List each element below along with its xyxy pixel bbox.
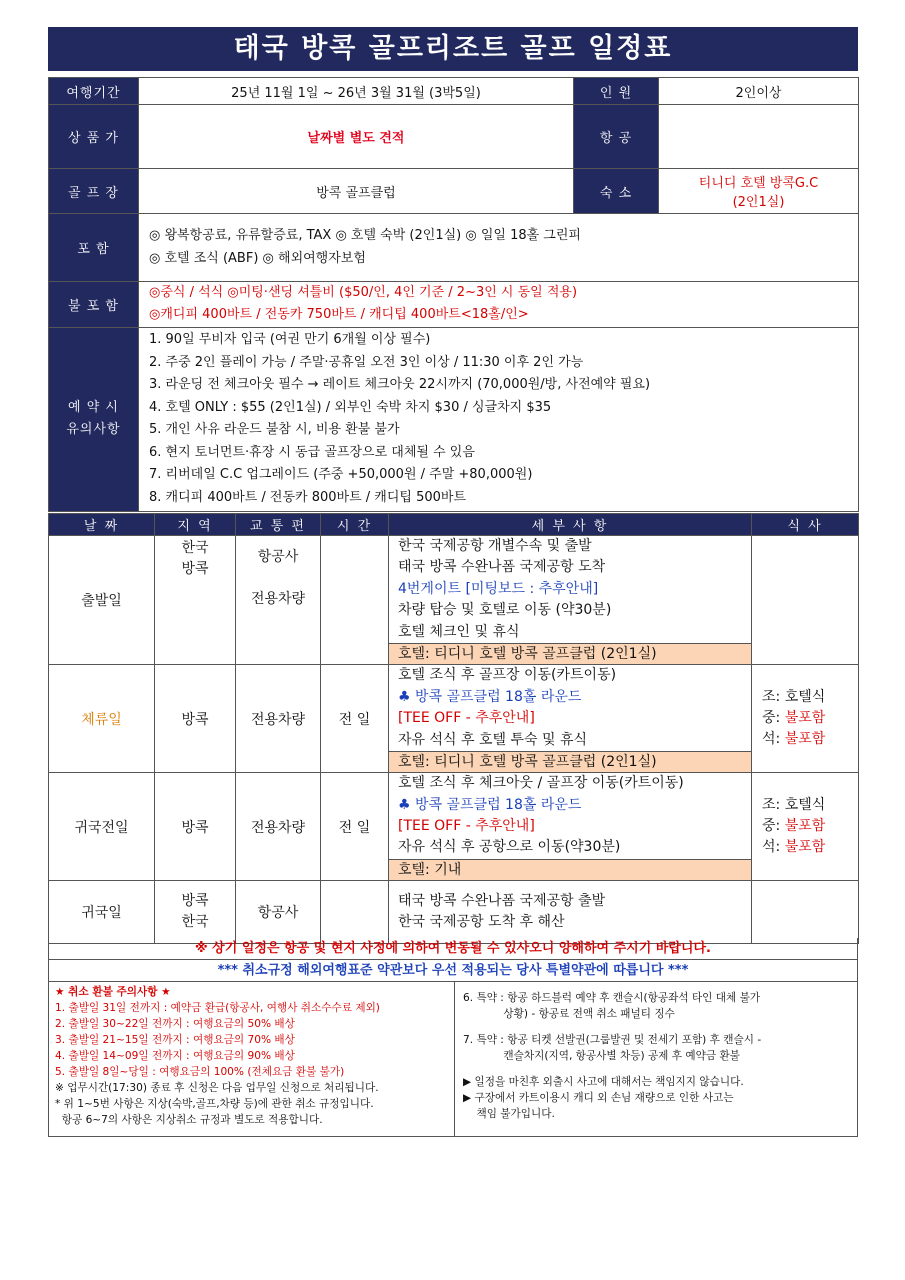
meal-breakfast [762,687,858,708]
day4-meal [752,881,859,944]
header-meal: 식 사 [752,514,859,536]
hotel-value [659,169,859,214]
notes-label [49,327,139,511]
golf-course-label: 골 프 장 [49,169,139,214]
hotel-line: 호텔: 기내 [389,859,751,880]
header-detail: 세 부 사 항 [389,514,752,536]
day1-region [155,536,236,665]
day4-date: 귀국일 [49,881,155,944]
header-date: 날 짜 [49,514,155,536]
header-time: 시 간 [321,514,389,536]
cancellation-refund-column [49,982,455,1136]
special-term-line: 캔슬차지(지역, 항공사별 차등) 공제 후 예약금 환불 [463,1050,740,1062]
notes-list [139,327,859,511]
include-line: ◎ 왕복항공료, 유류할증료, TAX ◎ 호텔 숙박 (2인1실) ◎ 일일 18홀 그린피 [149,228,581,244]
detail-line: 호텔 조식 후 골프장 이동(카트이동) [398,667,617,684]
cancellation-item: 5. 출발일 8일~당일 : 여행요금의 100% (전체요금 환불 불가) [55,1066,345,1078]
cancellation-note: * 위 1~5번 사항은 지상(숙박,골프,차량 등)에 관한 취소 규정입니다. [55,1098,374,1110]
meal-breakfast-label: 조: [762,689,781,706]
day4-region-to: 한국 [181,914,209,931]
note-item: 1. 90일 무비자 입국 (여권 만기 6개월 이상 필수) [149,332,431,348]
detail-line: 호텔 체크인 및 휴식 [398,623,520,640]
meal-dinner-label: 석: [762,731,781,748]
itinerary-row-day1 [49,536,859,665]
detail-line: [TEE OFF - 추후안내] [398,710,535,727]
people-label: 인 원 [574,78,659,105]
airline-label: 항 공 [574,105,659,169]
exclude-list [139,282,859,328]
hotel-label: 숙 소 [574,169,659,214]
detail-line: 자유 석식 후 공항으로 이동(약30분) [398,839,621,856]
day2-details [389,665,752,773]
special-term-line: 책임 불가입니다. [463,1108,555,1120]
exclude-line: ◎중식 / 석식 ◎미팅·샌딩 셔틀비 ($50/인, 4인 기준 / 2~3인 시 동일 적용) [149,285,578,300]
airline-value [659,105,859,169]
day3-region: 방콕 [155,773,236,881]
special-term-line: 6. 특약 : 항공 하드블럭 예약 후 캔슬시(항공좌석 타인 대체 불가 [463,992,761,1004]
detail-line: 태국 방콕 수완나폼 국제공항 출발 [398,892,606,909]
day1-transport-air: 항공사 [257,549,299,565]
detail-line: 차량 탑승 및 호텔로 이동 (약30분) [398,602,612,619]
cancellation-terms [48,982,858,1137]
special-terms-column [455,982,857,1136]
detail-line: 한국 국제공항 개별수속 및 출발 [398,538,592,554]
day3-meal [752,773,859,881]
meal-breakfast-label: 조: [762,797,781,814]
meal-lunch [762,708,858,729]
detail-line: 호텔 조식 후 체크아웃 / 골프장 이동(카트이동) [398,775,684,792]
trip-info-table [48,77,859,512]
day4-transport: 항공사 [236,881,321,944]
schedule-change-notice: ※ 상기 일정은 항공 및 현지 사정에 의하여 변동될 수 있사오니 양해하여 주시기 바랍니다. [48,938,858,960]
detail-line: ♣ 방콕 골프클럽 18홀 라운드 [398,796,582,813]
meal-lunch-label: 중: [762,710,781,727]
note-item: 4. 호텔 ONLY : $55 (2인1실) / 외부인 숙박 차지 $30 / 싱글차지 $35 [149,399,552,415]
special-term-line: 7. 특약 : 항공 티켓 선발권(그룹발권 및 전세기 포함) 후 캔슬시 - [463,1034,762,1046]
day3-transport: 전용차량 [236,773,321,881]
meal-dinner [762,729,858,750]
include-label: 포 함 [49,214,139,282]
include-list [139,214,859,282]
day2-transport: 전용차량 [236,665,321,773]
note-item: 3. 라운딩 전 체크아웃 필수 → 레이트 체크아웃 22시까지 (70,000원/방, 사전예약 필요) [149,377,651,393]
day3-date: 귀국전일 [49,773,155,881]
day1-region-from: 한국 [181,540,209,556]
detail-line: ♣ 방콕 골프클럽 18홀 라운드 [398,688,582,705]
include-line: ◎ 호텔 조식 (ABF) ◎ 해외여행자보험 [149,250,366,266]
notes-label-line: 예 약 시 [68,400,119,416]
cancellation-note: ※ 업무시간(17:30) 종료 후 신청은 다음 업무일 신청으로 처리됩니다. [55,1082,379,1094]
hotel-room-type: (2인1실) [732,195,785,210]
day3-details [389,773,752,881]
period-value: 25년 11월 1일 ~ 26년 3월 31월 (3박5일) [139,78,574,105]
day1-region-to: 방콕 [181,561,209,577]
hotel-line: 호텔: 티디니 호텔 방콕 골프클럽 (2인1실) [389,643,751,664]
meal-dinner-label: 석: [762,839,781,856]
special-term-line: ▶ 일정을 마친후 외출시 사고에 대해서는 책임지지 않습니다. [463,1076,744,1088]
people-value: 2인이상 [659,78,859,105]
detail-line: [TEE OFF - 추후안내] [398,818,535,835]
price-label: 상 품 가 [49,105,139,169]
itinerary-row-day2 [49,665,859,773]
day2-region: 방콕 [155,665,236,773]
special-term-line: 상황) - 항공료 전액 취소 패널티 징수 [463,1008,675,1020]
header-transport: 교 통 편 [236,514,321,536]
itinerary-row-day3 [49,773,859,881]
day2-date: 체류일 [49,665,155,773]
day4-details [389,881,752,944]
day1-time [321,536,389,665]
meal-dinner [762,837,858,858]
note-item: 8. 캐디피 400바트 / 전동카 800바트 / 캐디팁 500바트 [149,489,467,505]
period-label: 여행기간 [49,78,139,105]
detail-line: 4번게이트 [미팅보드 : 추후안내] [398,580,599,597]
day1-transport [236,536,321,665]
itinerary-row-day4 [49,881,859,944]
meal-breakfast-value: 호텔식 [784,797,826,814]
page-title: 태국 방콕 골프리조트 골프 일정표 [48,27,858,71]
meal-lunch-value: 불포함 [784,710,826,727]
meal-lunch-value: 불포함 [784,818,826,835]
header-region: 지 역 [155,514,236,536]
day1-meal [752,536,859,665]
note-item: 6. 현지 토너먼트·휴장 시 동급 골프장으로 대체될 수 있음 [149,444,475,460]
meal-dinner-value: 불포함 [784,839,826,856]
meal-breakfast [762,795,858,816]
detail-line: 한국 국제공항 도착 후 해산 [398,914,565,931]
cancellation-item: 4. 출발일 14~09일 전까지 : 여행요금의 90% 배상 [55,1050,295,1062]
hotel-line: 호텔: 티디니 호텔 방콕 골프클럽 (2인1실) [389,751,751,772]
cancellation-item: 3. 출발일 21~15일 전까지 : 여행요금의 70% 배상 [55,1034,295,1046]
meal-dinner-value: 불포함 [784,731,826,748]
note-item: 2. 주중 2인 플레이 가능 / 주말·공휴일 오전 3인 이상 / 11:30 이후 2인 가능 [149,354,584,370]
hotel-name: 티니디 호텔 방콕G.C [698,176,819,191]
day2-time: 전 일 [321,665,389,773]
day1-details [389,536,752,665]
itinerary-table [48,513,859,944]
day4-region-from: 방콕 [181,893,209,910]
exclude-line: ◎캐디피 400바트 / 전동카 750바트 / 캐디팁 400바트<18홀/인> [149,307,529,323]
day1-date: 출발일 [49,536,155,665]
detail-line: 태국 방콕 수완나폼 국제공항 도착 [398,559,606,576]
notes-label-line: 유의사항 [66,422,121,438]
special-term-line: ▶ 구장에서 카트이용시 캐디 외 손님 재량으로 인한 사고는 [463,1092,734,1104]
exclude-label: 불 포 함 [49,282,139,328]
note-item: 5. 개인 사유 라운드 불참 시, 비용 환불 불가 [149,422,400,438]
cancellation-note: 항공 6~7의 사항은 지상취소 규정과 별도로 적용합니다. [55,1114,323,1126]
meal-lunch-label: 중: [762,818,781,835]
day1-transport-car: 전용차량 [250,591,306,607]
cancellation-title: ★ 취소 환불 주의사항 ★ [55,986,171,998]
day4-time [321,881,389,944]
meal-breakfast-value: 호텔식 [784,689,826,706]
cancellation-policy-notice: *** 취소규정 해외여행표준 약관보다 우선 적용되는 당사 특별약관에 따릅니다 *** [48,960,858,982]
detail-line: 자유 석식 후 호텔 투숙 및 휴식 [398,731,587,748]
meal-lunch [762,816,858,837]
golf-course-value: 방콕 골프클럽 [139,169,574,214]
day3-time: 전 일 [321,773,389,881]
day4-region [155,881,236,944]
cancellation-item: 1. 출발일 31일 전까지 : 예약금 환급(항공사, 여행사 취소수수료 제외) [55,1002,380,1014]
price-value: 날짜별 별도 견적 [139,105,574,169]
day2-meal [752,665,859,773]
cancellation-item: 2. 출발일 30~22일 전까지 : 여행요금의 50% 배상 [55,1018,295,1030]
note-item: 7. 리버데일 C.C 업그레이드 (주중 +50,000원 / 주말 +80,000원) [149,467,533,483]
